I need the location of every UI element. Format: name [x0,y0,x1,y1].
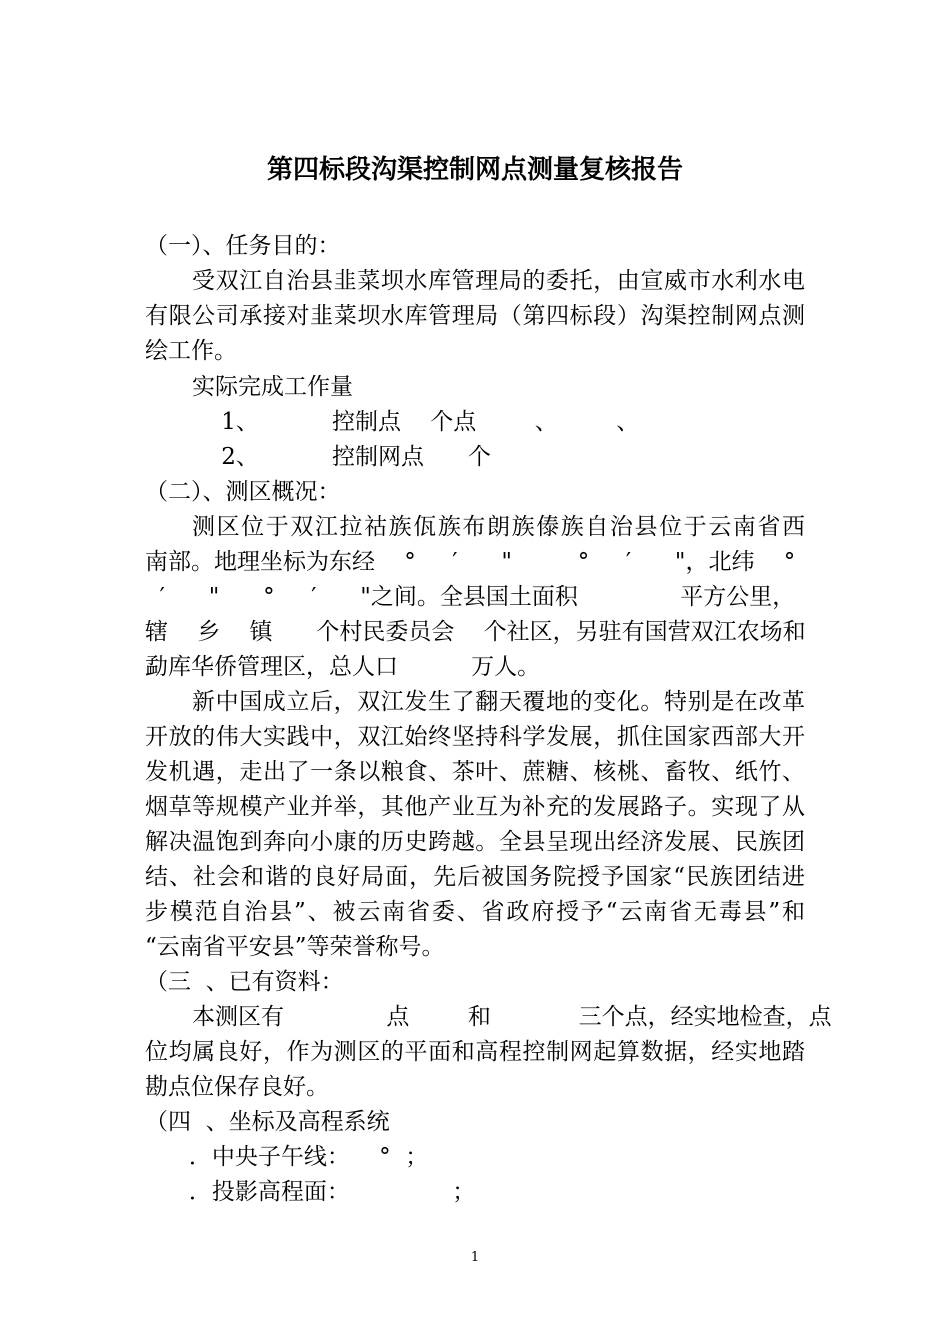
body-line: 勘点位保存良好。 [145,1074,329,1100]
document-title: 第四标段沟渠控制网点测量复核报告 [266,155,683,185]
body-line: 步模范自治县”、被云南省委、省政府授予“云南省无毒县”和 [145,899,805,925]
body-line: （二）、测区概况： [145,479,341,505]
body-line: （四 、坐标及高程系统 [145,1109,390,1135]
body-line: 结、社会和谐的良好局面，先后被国务院授予国家“民族团结进 [145,864,805,890]
body-line: ′ " ° ′ "之间。全县国土面积 平方公里， [145,584,796,610]
body-line: ．投影高程面： ； [145,1179,476,1205]
body-line: 实际完成工作量 [192,374,353,400]
body-line: 2、 控制网点 个 [192,444,491,470]
body-line: 南部。地理坐标为东经 ° ′ " ° ′ "，北纬 ° [145,549,796,575]
body-line: 受双江自治县韭菜坝水库管理局的委托，由宣威市水利水电 [192,268,805,294]
body-line: 位均属良好，作为测区的平面和高程控制网起算数据，经实地踏 [145,1039,805,1065]
body-line: 有限公司承接对韭菜坝水库管理局（第四标段）沟渠控制网点测 [145,303,805,329]
body-line: 烟草等规模产业并举，其他产业互为补充的发展路子。实现了从 [145,794,805,820]
body-line: （三 、已有资料： [145,969,344,995]
body-line: 绘工作。 [145,338,237,364]
body-line: 新中国成立后，双江发生了翻天覆地的变化。特别是在改革 [192,689,805,715]
body-line: 发机遇，走出了一条以粮食、茶叶、蔗糖、核桃、畜牧、纸竹、 [145,759,805,785]
body-line: 勐库华侨管理区，总人口 万人。 [145,654,541,680]
body-line: 测区位于双江拉祜族佤族布朗族傣族自治县位于云南省西 [192,514,805,540]
body-line: （一）、任务目的： [145,233,341,259]
body-line: 1、 控制点 个点 、 、 [192,409,640,435]
body-line: 本测区有 点 和 三个点，经实地检查，点 [192,1004,832,1030]
page-number: 1 [470,1250,480,1265]
body-line: 解决温饱到奔向小康的历史跨越。全县呈现出经济发展、民族团 [145,829,805,855]
body-line: ．中央子午线： ° ； [145,1144,429,1170]
body-line: “云南省平安县”等荣誉称号。 [145,934,445,960]
body-line: 辖 乡 镇 个村民委员会 个社区，另驻有国营双江农场和 [145,619,806,645]
body-line: 开放的伟大实践中，双江始终坚持科学发展，抓住国家西部大开 [145,724,805,750]
